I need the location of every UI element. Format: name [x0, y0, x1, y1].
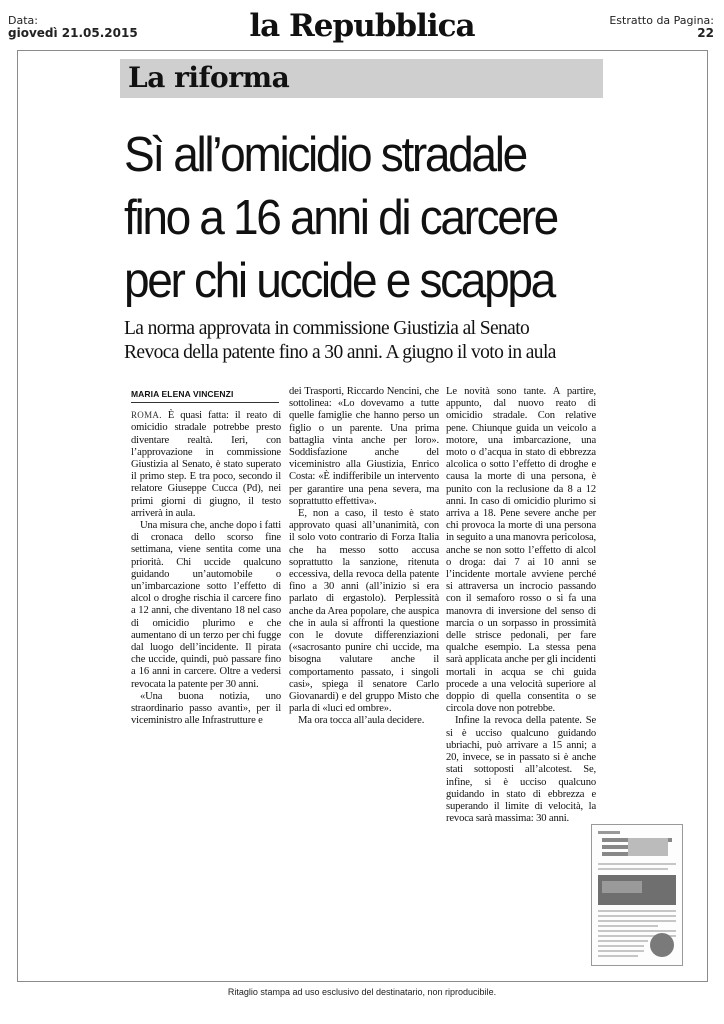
- date-value: giovedì 21.05.2015: [8, 26, 138, 40]
- article-column-3: [446, 386, 596, 825]
- page-number: 22: [697, 26, 714, 40]
- byline: MARIA ELENA VINCENZI: [131, 388, 279, 403]
- section-label: La riforma: [128, 61, 290, 94]
- subhead-line: La norma approvata in commissione Giustizia al Senato: [124, 318, 530, 339]
- headline-line: fino a 16 anni di carcere: [124, 191, 557, 245]
- date-label: Data:: [8, 14, 38, 27]
- subhead-line: Revoca della patente fino a 30 anni. A giugno il voto in aula: [124, 342, 556, 363]
- headline: [124, 124, 594, 313]
- subheadline: [124, 317, 604, 365]
- paragraph: dei Trasporti, Riccardo Nencini, che sottolinea: «Lo dovevamo a tutte quelle famiglie che hanno perso un figlio o un parente. Una prima battaglia vinta anche per loro». Soddisfazione anche del viceministro alla Giustizia, Enrico Costa: «È indifferibile un intervento per garantire una pena severa, ma soprattutto effettiva».: [289, 386, 439, 507]
- paragraph: Le novità sono tante. A partire, appunto, dal nuovo reato di omicidio stradale. Con relative pene. Chiunque guida un veicolo a motore, una imbarcazione, una moto o d’acqua in stato di ebbrezza alcolica o sotto l’effetto di droghe e causa la morte di una persona, è punito con la reclusione da 8 a 12 anni. In caso di omicidio plurimo si arriva a 18. Pene severe anche per chi provoca la morte di una persona in seguito a una manovra pericolosa, anche se non sotto l’effetto di alcol o droga: dai 7 ai 10 anni se l’incidente mortale avviene perché si attraversa un incrocio passando con il semaforo rosso o si fa una manovra di inversione del senso di marcia o un sorpasso in prossimità delle strisce pedonali, per fare qualche esempio. La stessa pena sarà applicata anche per gli incidenti mortali in acqua se chi guida procede a una velocità superiore al doppio di quella consentita o se circola dove non potrebbe.: [446, 386, 596, 715]
- article-column-2: [289, 386, 439, 728]
- article-column-1: [131, 386, 281, 727]
- page-thumbnail: [591, 824, 683, 966]
- paragraph: [131, 409, 281, 520]
- masthead-logo: la Repubblica: [249, 8, 475, 44]
- page-label: Estratto da Pagina:: [609, 14, 714, 27]
- dateline: ROMA.: [131, 410, 162, 421]
- footer-note: Ritaglio stampa ad uso esclusivo del destinatario, non riproducibile.: [227, 987, 497, 997]
- paragraph: «Una buona notizia, uno straordinario passo avanti», per il viceministro alle Infrastrutture e: [131, 690, 281, 727]
- paragraph: Infine la revoca della patente. Se si è ucciso qualcuno guidando ubriachi, può arrivare a 15 anni; a 20, invece, se in passato si è anche stati sottoposti all’alcotest. Se, infine, si è ucciso qualcuno guidando in stato di ebbrezza e superando il limite di velocità, la revoca sarà massima: 30 anni.: [446, 715, 596, 825]
- headline-line: Sì all’omicidio stradale: [124, 128, 526, 182]
- paragraph: Una misura che, anche dopo i fatti di cronaca dello scorso fine settimana, viene sentita come una priorità. Chi uccide qualcuno guidando un’automobile o un’imbarcazione sotto l’effetto di alcol o droghe rischia il carcere fino a 12 anni, che diventano 18 nel caso di omicidio plurimo e che aumentano di un terzo per chi fugge dal luogo dell’incidente. Il pirata che uccide, quindi, può passare fino a 16 anni in carcere. Oltre a vedersi revocata la patente per 30 anni.: [131, 520, 281, 690]
- paragraph: E, non a caso, il testo è stato approvato quasi all’unanimità, con il solo voto contrario di Forza Italia che ha messo sotto accusa soprattutto la sanzione, ritenuta eccessiva, della revoca della patente fino a 30 anni (all’inizio si era parlato di ergastolo). Perplessità anche da Area popolare, che auspica che in aula si affronti la questione con le dovute differenziazioni («sacrosanto punire chi uccide, ma bisogna valutare anche il comportamento passato, i singoli casi», spiega il senatore Carlo Giovanardi) e del gruppo Misto che parla di «luci ed ombre».: [289, 508, 439, 715]
- paragraph-text: È quasi fatta: il reato di omicidio stradale potrebbe presto diventare realtà. Ieri, con l’approvazione in commissione Giustizia al Senato, è stato superato il primo step. E tra poco, secondo il relatore Giuseppe Cucca (Pd), nei primi giorni di giugno, il testo arriverà in aula.: [131, 410, 281, 519]
- paragraph: Ma ora tocca all’aula decidere.: [298, 715, 425, 727]
- headline-line: per chi uccide e scappa: [124, 254, 554, 308]
- page-block: [609, 14, 714, 40]
- section-bar: [120, 59, 603, 98]
